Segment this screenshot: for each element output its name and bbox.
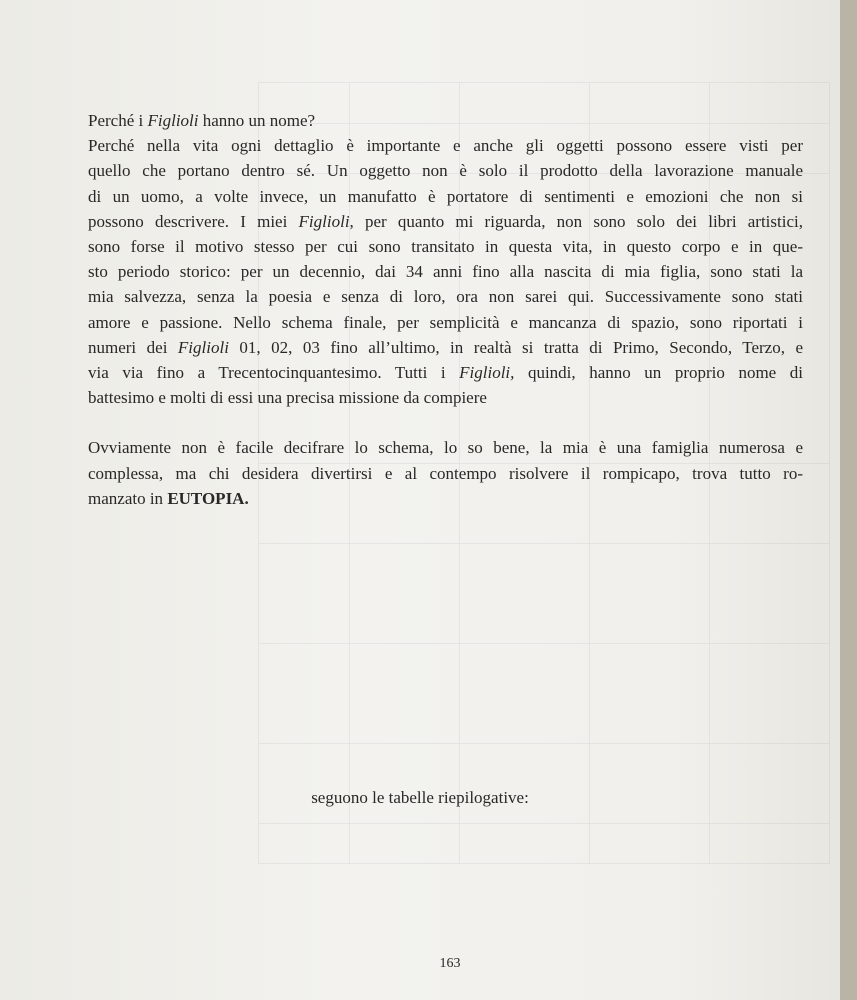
heading-text: Perché i Figlioli hanno un nome? — [88, 111, 316, 130]
text-line: quello che portano dentro sé. Un oggetto non è solo il prodotto della lavorazione manuale — [88, 161, 803, 181]
paragraph-2 — [88, 435, 803, 511]
text-line: sto periodo storico: per un decennio, dai 34 anni fino alla nascita di mia figlia, sono stati la — [88, 262, 803, 282]
text-line: di un uomo, a volte invece, un manufatto è portatore di sentimenti e emozioni che non si — [88, 186, 803, 206]
text-line: sono forse il motivo stesso per cui sono transitato in questa vita, in questo corpo e in que- — [88, 237, 803, 257]
closing-line: seguono le tabelle riepilogative: — [311, 788, 529, 807]
text-line: Perché nella vita ogni dettaglio è importante e anche gli oggetti possono essere visti per — [88, 136, 803, 156]
page-number: 163 — [439, 956, 461, 971]
text-line: mia salvezza, senza la poesia e senza di loro, ora non sarei qui. Successivamente sono stati — [88, 287, 803, 307]
text-line-figlioli: via via fino a Trecentocinquantesimo. Tutti i Figlioli, quindi, hanno un proprio nome di — [88, 363, 804, 383]
text-line: Ovviamente non è facile decifrare lo schema, lo so bene, la mia è una famiglia numerosa e — [88, 438, 803, 458]
body-text — [88, 108, 803, 511]
text-line-figlioli: possono descrivere. I miei Figlioli, per quanto mi riguarda, non sono solo dei libri artistici, — [88, 211, 803, 231]
text-line: battesimo e molti di essi una precisa missione da compiere — [88, 388, 487, 408]
text-line-figlioli: numeri dei Figlioli 01, 02, 03 fino all’ultimo, in realtà si tratta di Primo, Secondo, Terzo, e — [88, 337, 804, 357]
text-line-eutopia: manzato in EUTOPIA. — [88, 488, 249, 508]
paragraph-1 — [88, 133, 803, 410]
text-line: amore e passione. Nello schema finale, per semplicità e mancanza di spazio, sono riportati i — [88, 312, 803, 332]
heading-question — [88, 108, 803, 133]
text-line: complessa, ma chi desidera divertirsi e al contempo risolvere il rompicapo, trova tutto ro- — [88, 463, 803, 483]
